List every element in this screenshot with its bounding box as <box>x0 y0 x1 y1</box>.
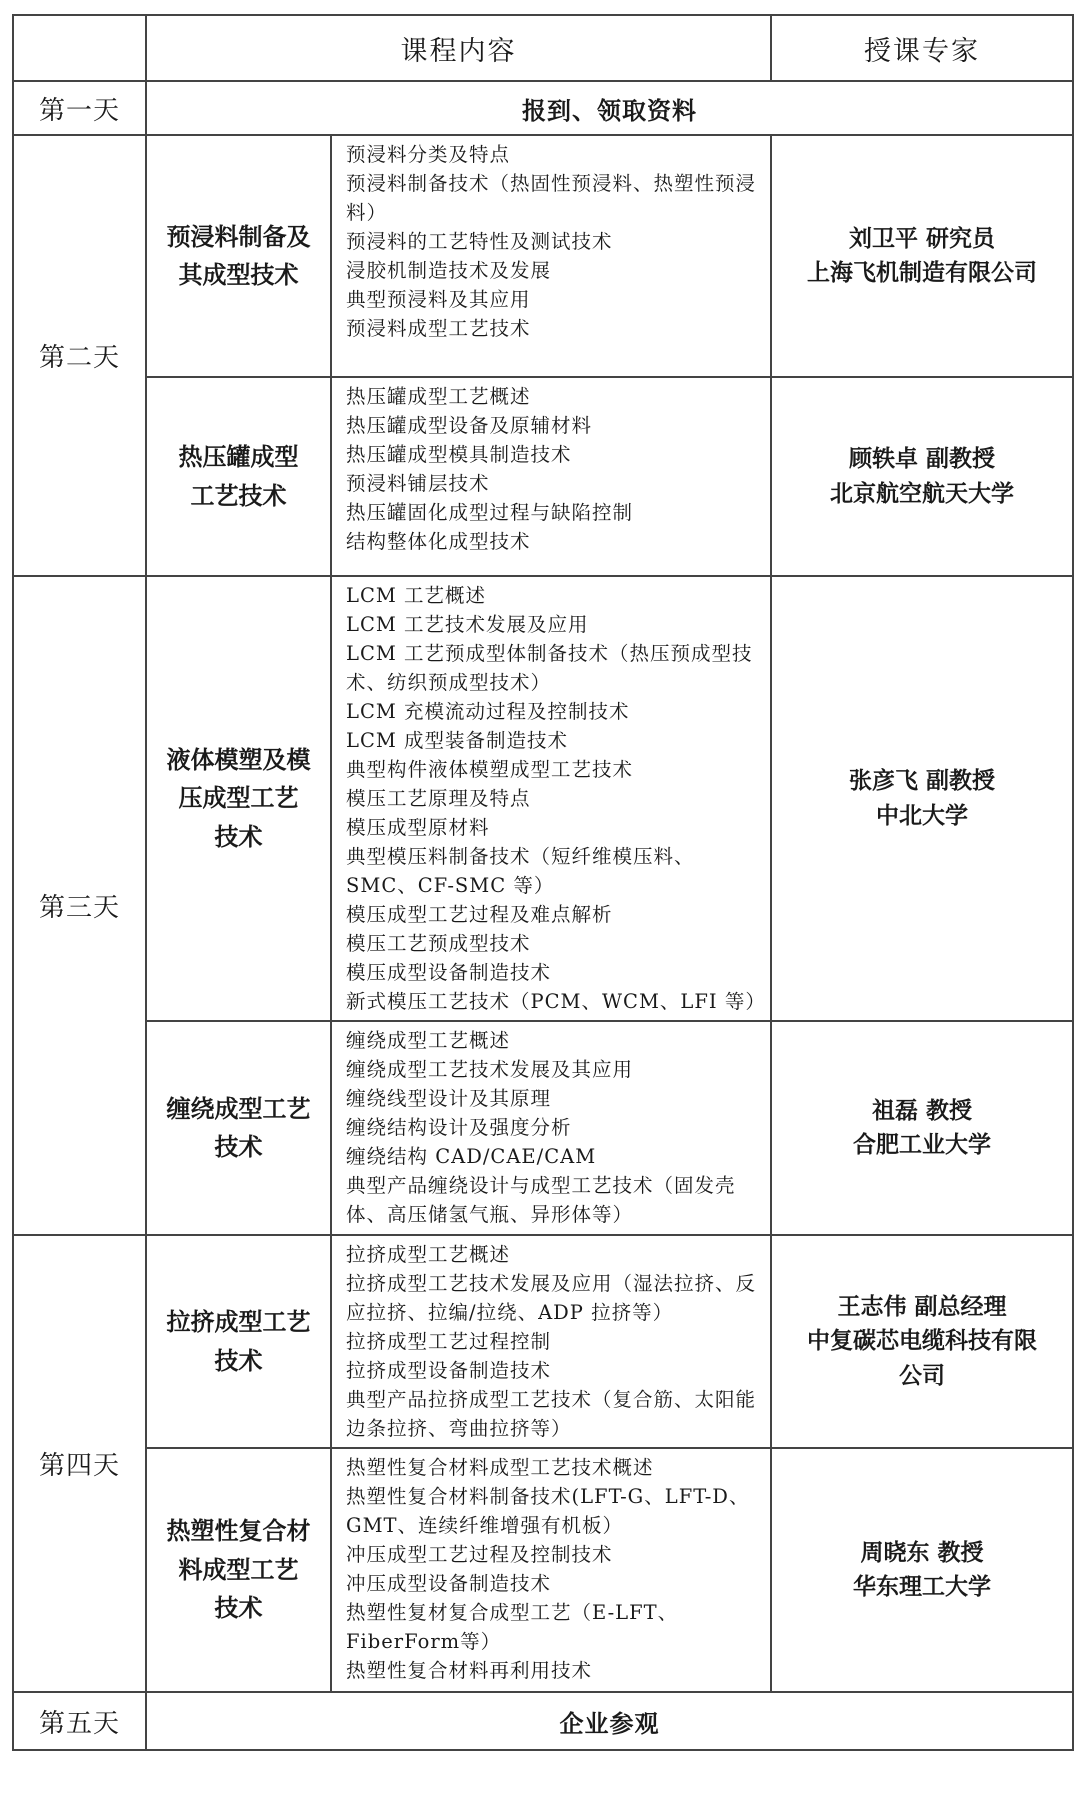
module-row-liquid-molding <box>13 576 1073 1021</box>
content-item: 拉挤成型工艺技术发展及应用（湿法拉挤、反应拉挤、拉编/拉绕、ADP 拉挤等） <box>346 1272 757 1324</box>
content-item: 热塑性复合材料制备技术(LFT-G、LFT-D、GMT、连续纤维增强有机板） <box>346 1485 750 1537</box>
module-title-line: 技术 <box>214 821 263 851</box>
module-content-autoclave <box>331 377 771 576</box>
content-item: 典型产品缠绕设计与成型工艺技术（固发壳体、高压储氢气瓶、异形体等） <box>346 1174 736 1226</box>
module-row-thermoplastic <box>13 1448 1073 1692</box>
expert-line: 周晓东 教授 <box>860 1538 984 1566</box>
module-content-prepreg <box>331 135 771 377</box>
module-title-pultrusion <box>146 1235 331 1448</box>
content-item: 典型构件液体模塑成型工艺技术 <box>346 758 634 781</box>
content-item: 典型模压料制备技术（短纤维模压料、SMC、CF-SMC 等） <box>346 845 695 897</box>
content-item: 热压罐成型模具制造技术 <box>346 443 572 466</box>
module-row-autoclave <box>13 377 1073 576</box>
content-item: 预浸料的工艺特性及测试技术 <box>346 230 613 253</box>
module-content-thermoplastic <box>331 1448 771 1692</box>
expert-line: 王志伟 副总经理 <box>837 1292 1007 1320</box>
content-item: 预浸料制备技术（热固性预浸料、热塑性预浸料） <box>346 172 757 224</box>
expert-line: 顾轶卓 副教授 <box>848 445 995 472</box>
day5-row <box>13 1692 1073 1750</box>
day1-activity: 报到、领取资料 <box>146 81 1073 135</box>
expert-line: 合肥工业大学 <box>853 1131 991 1158</box>
module-title-line: 液体模塑及模 <box>166 744 311 774</box>
content-item: 热塑性复合材料再利用技术 <box>346 1659 593 1682</box>
table-header-row <box>13 15 1073 81</box>
module-title-line: 料成型工艺 <box>178 1554 299 1584</box>
content-item: 拉挤成型工艺过程控制 <box>346 1330 552 1353</box>
content-item: 热压罐成型设备及原辅材料 <box>346 414 593 437</box>
content-item: 缠绕线型设计及其原理 <box>346 1087 552 1110</box>
expert-pultrusion <box>771 1235 1073 1448</box>
expert-line: 张彦飞 副教授 <box>848 767 995 794</box>
module-title-line: 其成型技术 <box>178 260 299 289</box>
module-content-winding <box>331 1021 771 1235</box>
content-item: 结构整体化成型技术 <box>346 530 531 553</box>
module-title-line: 预浸料制备及 <box>166 221 311 251</box>
content-item: 缠绕成型工艺技术发展及其应用 <box>346 1058 634 1081</box>
expert-autoclave <box>771 377 1073 576</box>
content-item: 模压成型设备制造技术 <box>346 961 552 984</box>
module-row-winding <box>13 1021 1073 1235</box>
header-course-content: 课程内容 <box>146 15 771 81</box>
module-title-liquid-molding <box>146 576 331 1021</box>
content-item: 热塑性复合材料成型工艺技术概述 <box>346 1456 654 1479</box>
module-content-liquid-molding <box>331 576 771 1021</box>
expert-line: 刘卫平 研究员 <box>848 224 995 252</box>
module-row-prepreg <box>13 135 1073 377</box>
expert-prepreg <box>771 135 1073 377</box>
content-item: 缠绕成型工艺概述 <box>346 1029 511 1052</box>
module-title-line: 技术 <box>214 1345 263 1375</box>
expert-line: 北京航空航天大学 <box>830 479 1014 507</box>
header-expert: 授课专家 <box>771 15 1073 81</box>
module-title-line: 缠绕成型工艺 <box>166 1093 311 1123</box>
expert-line: 祖磊 教授 <box>871 1096 972 1124</box>
day4-label: 第四天 <box>13 1235 146 1692</box>
content-item: 预浸料成型工艺技术 <box>346 317 531 340</box>
content-item: 热压罐成型工艺概述 <box>346 385 531 408</box>
content-item: LCM 工艺预成型体制备技术（热压预成型技术、纺织预成型技术） <box>346 642 753 694</box>
content-item: 模压成型原材料 <box>346 816 490 839</box>
module-title-line: 拉挤成型工艺 <box>166 1307 311 1337</box>
content-item: 新式模压工艺技术（PCM、WCM、LFI 等） <box>346 990 766 1013</box>
content-item: 拉挤成型设备制造技术 <box>346 1359 552 1382</box>
content-item: 模压工艺预成型技术 <box>346 932 531 955</box>
content-item: 浸胶机制造技术及发展 <box>346 259 552 282</box>
content-item: 预浸料铺层技术 <box>346 472 490 495</box>
header-corner <box>13 15 146 81</box>
module-title-line: 技术 <box>214 1132 263 1161</box>
expert-line: 中复碳芯电缆科技有限 <box>807 1327 1037 1355</box>
course-schedule-table <box>12 14 1074 1751</box>
content-item: 预浸料分类及特点 <box>346 143 511 166</box>
module-title-line: 热塑性复合材 <box>166 1516 311 1546</box>
content-item: LCM 工艺技术发展及应用 <box>346 613 589 636</box>
module-title-line: 工艺技术 <box>190 480 287 510</box>
day2-label: 第二天 <box>13 135 146 576</box>
module-content-pultrusion <box>331 1235 771 1448</box>
content-item: 缠绕结构 CAD/CAE/CAM <box>346 1145 597 1168</box>
expert-winding <box>771 1021 1073 1235</box>
module-title-thermoplastic <box>146 1448 331 1692</box>
content-item: 典型预浸料及其应用 <box>346 288 531 311</box>
content-item: 模压成型工艺过程及难点解析 <box>346 903 613 926</box>
expert-line: 公司 <box>899 1361 945 1389</box>
day1-row <box>13 81 1073 135</box>
content-item: LCM 充模流动过程及控制技术 <box>346 700 630 723</box>
expert-line: 中北大学 <box>876 801 968 829</box>
module-row-pultrusion <box>13 1235 1073 1448</box>
module-title-line: 热压罐成型 <box>178 442 299 472</box>
day3-label: 第三天 <box>13 576 146 1235</box>
module-title-line: 压成型工艺 <box>178 783 299 813</box>
content-item: 模压工艺原理及特点 <box>346 787 531 810</box>
day1-label: 第一天 <box>13 81 146 135</box>
content-item: 拉挤成型工艺概述 <box>346 1243 511 1266</box>
content-item: 缠绕结构设计及强度分析 <box>346 1116 572 1139</box>
content-item: LCM 工艺概述 <box>346 584 487 607</box>
module-title-line: 技术 <box>214 1593 263 1623</box>
expert-line: 上海飞机制造有限公司 <box>807 259 1037 286</box>
expert-line: 华东理工大学 <box>853 1573 991 1600</box>
module-title-prepreg <box>146 135 331 377</box>
content-item: 冲压成型工艺过程及控制技术 <box>346 1543 613 1566</box>
module-title-autoclave <box>146 377 331 576</box>
content-item: 冲压成型设备制造技术 <box>346 1572 552 1595</box>
content-item: 典型产品拉挤成型工艺技术（复合筋、太阳能边条拉挤、弯曲拉挤等） <box>346 1388 757 1440</box>
day5-activity: 企业参观 <box>146 1692 1073 1750</box>
module-title-winding <box>146 1021 331 1235</box>
content-item: 热压罐固化成型过程与缺陷控制 <box>346 501 634 524</box>
content-item: LCM 成型装备制造技术 <box>346 729 569 752</box>
day5-label: 第五天 <box>13 1692 146 1750</box>
content-item: 热塑性复材复合成型工艺（E-LFT、FiberForm等） <box>346 1601 679 1653</box>
expert-thermoplastic <box>771 1448 1073 1692</box>
expert-liquid-molding <box>771 576 1073 1021</box>
